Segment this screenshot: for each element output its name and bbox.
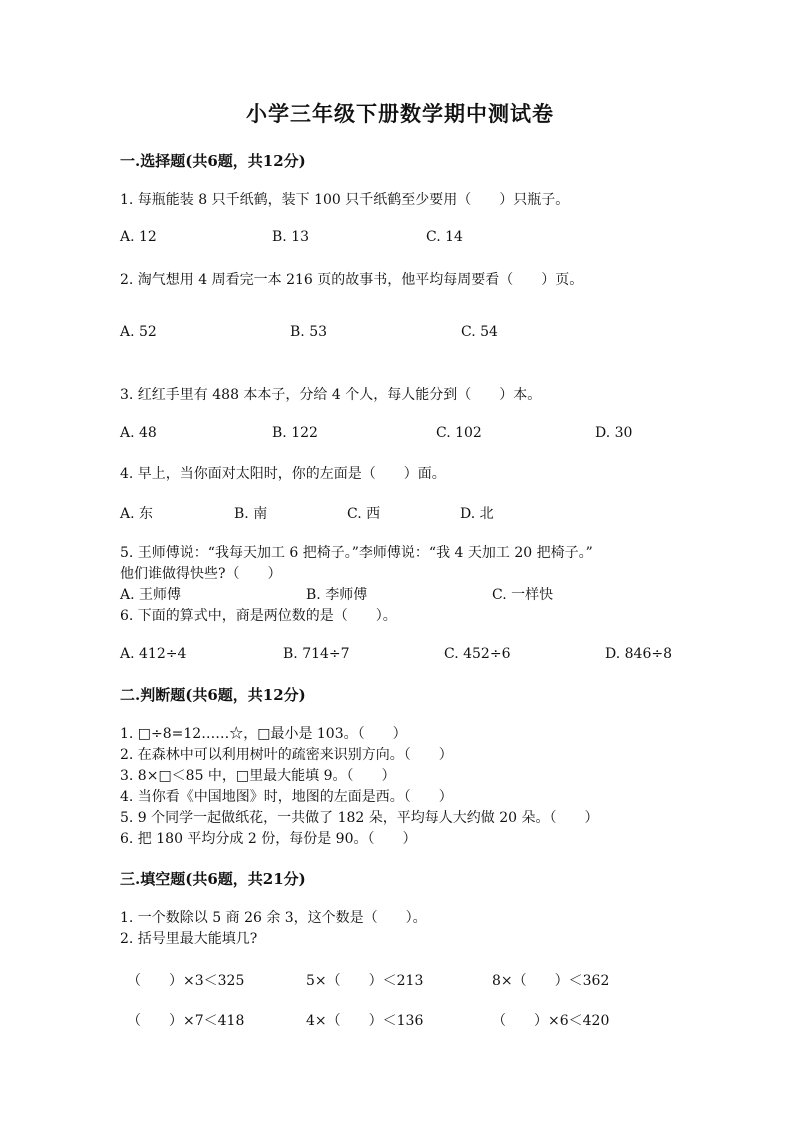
blank-row xyxy=(0,1010,800,1030)
blank-expression: 5×（ ）＜213 xyxy=(306,973,424,989)
question-text: 2. 淘气想用 4 周看完一本 216 页的故事书，他平均每周要看（ ）页。 xyxy=(120,272,584,288)
fill-item: 1. 一个数除以 5 商 26 余 3，这个数是（ ）。 xyxy=(120,910,427,926)
option-a: A. 东 xyxy=(120,506,154,522)
page-title: 小学三年级下册数学期中测试卷 xyxy=(246,101,554,126)
option-d: D. 846÷8 xyxy=(605,646,672,662)
option-b: B. 122 xyxy=(272,425,318,441)
option-a: A. 412÷4 xyxy=(120,646,187,662)
option-c: C. 14 xyxy=(426,229,463,245)
section-heading-judgement: 二.判断题(共6题，共12分) xyxy=(120,686,306,704)
blank-expression: 8×（ ）＜362 xyxy=(492,973,610,989)
question-text: 3. 红红手里有 488 本本子，分给 4 个人，每人能分到（ ）本。 xyxy=(120,387,542,403)
question-text-continued: 他们谁做得快些?（ ） xyxy=(120,566,282,582)
section-heading-fill: 三.填空题(共6题，共21分) xyxy=(120,870,306,888)
judgement-item: 5. 9 个同学一起做纸花，一共做了 182 朵，平均每人大约做 20 朵。（ ） xyxy=(120,810,599,826)
blank-expression: 4×（ ）＜136 xyxy=(306,1013,424,1029)
section-heading-choice: 一.选择题(共6题，共12分) xyxy=(120,152,306,170)
option-a: A. 48 xyxy=(120,425,157,441)
option-c: C. 西 xyxy=(347,506,381,522)
option-b: B. 李师傅 xyxy=(306,587,368,603)
options-row xyxy=(0,324,800,344)
blank-expression: （ ）×3＜325 xyxy=(127,973,245,989)
fill-item: 2. 括号里最大能填几? xyxy=(120,931,258,947)
options-row xyxy=(0,646,800,666)
option-b: B. 南 xyxy=(234,506,268,522)
option-a: A. 52 xyxy=(120,324,157,340)
judgement-item: 6. 把 180 平均分成 2 份，每份是 90。（ ） xyxy=(120,831,417,847)
option-b: B. 714÷7 xyxy=(283,646,350,662)
option-b: B. 13 xyxy=(272,229,310,245)
option-a: A. 王师傅 xyxy=(120,587,182,603)
question-text: 1. 每瓶能装 8 只千纸鹤，装下 100 只千纸鹤至少要用（ ）只瓶子。 xyxy=(120,192,570,208)
options-row xyxy=(0,425,800,445)
blank-expression: （ ）×6＜420 xyxy=(492,1013,610,1029)
option-c: C. 102 xyxy=(436,425,482,441)
option-d: D. 30 xyxy=(595,425,633,441)
option-a: A. 12 xyxy=(120,229,157,245)
option-c: C. 452÷6 xyxy=(444,646,511,662)
option-d: D. 北 xyxy=(460,506,494,522)
question-text: 4. 早上，当你面对太阳时，你的左面是（ ）面。 xyxy=(120,466,446,482)
option-c: C. 一样快 xyxy=(492,587,554,603)
options-row xyxy=(0,229,800,249)
options-row xyxy=(0,503,800,523)
question-text: 6. 下面的算式中，商是两位数的是（ ）。 xyxy=(120,608,397,624)
option-c: C. 54 xyxy=(461,324,498,340)
option-b: B. 53 xyxy=(290,324,328,340)
blank-expression: （ ）×7＜418 xyxy=(127,1013,245,1029)
judgement-item: 2. 在森林中可以利用树叶的疏密来识别方向。（ ） xyxy=(120,747,453,763)
blank-row xyxy=(0,970,800,990)
options-row xyxy=(0,584,800,604)
judgement-item: 1. □÷8=12……☆，□最小是 103。（ ） xyxy=(120,726,407,742)
judgement-item: 3. 8×□＜85 中，□里最大能填 9。（ ） xyxy=(120,768,396,784)
judgement-item: 4. 当你看《中国地图》时，地图的左面是西。（ ） xyxy=(120,789,453,805)
question-text: 5. 王师傅说：“我每天加工 6 把椅子。”李师傅说：“我 4 天加工 20 把椅子。” xyxy=(120,545,593,561)
